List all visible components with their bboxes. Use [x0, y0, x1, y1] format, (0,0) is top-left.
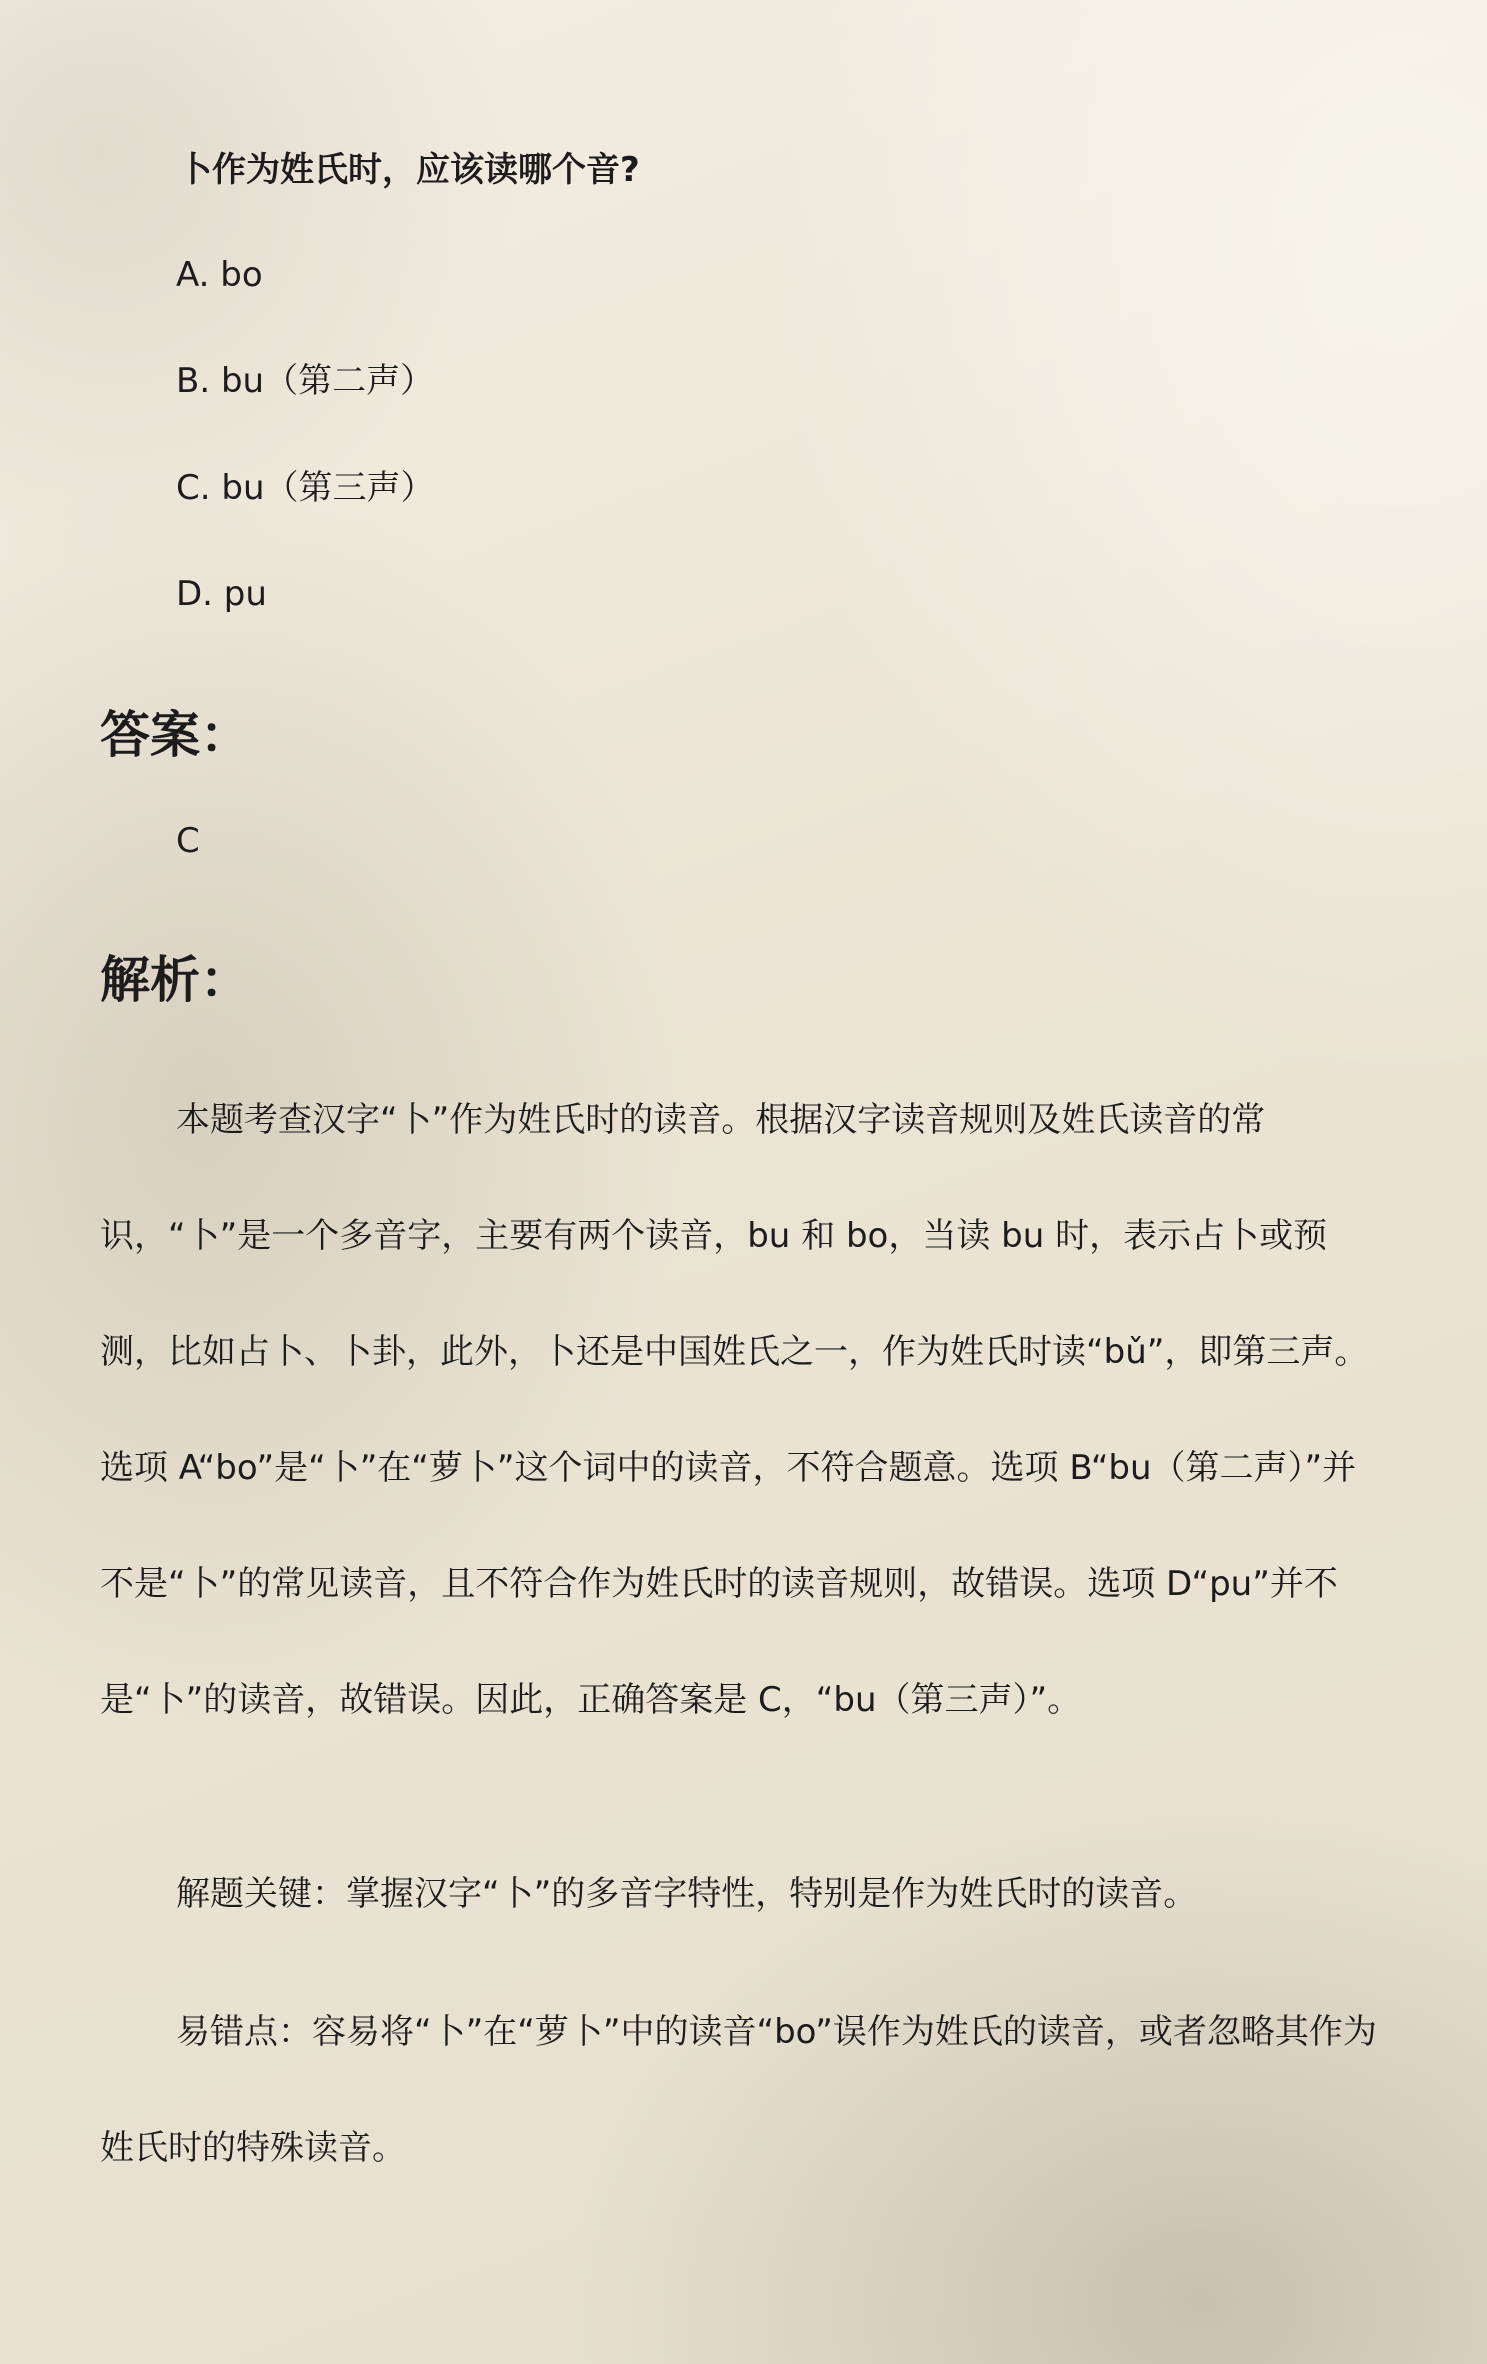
analysis-paragraph: 本题考查汉字“卜”作为姓氏时的读音。根据汉字读音规则及姓氏读音的常识，“卜”是一个多音字，主要有两个读音，bu 和 bo，当读 bu 时，表示占卜或预测，比如占卜、卜卦，此外，卜还是中国姓氏之一，作为姓氏时读“bǔ”，即第三声。选项 A“bo”是“卜”在“萝卜”这个词中的读音，不符合题意。选项 B“bu（第二声）”并不是“卜”的常见读音，且不符合作为姓氏时的读音规则，故错误。选项 D“pu”并不是“卜”的读音，故错误。因此，正确答案是 C，“bu（第三声）”。 [100, 1100, 1369, 1720]
pitfall-paragraph: 易错点：容易将“卜”在“萝卜”中的读音“bo”误作为姓氏的读音，或者忽略其作为姓氏时的特殊读音。 [100, 2012, 1377, 2168]
option-a: A. bo [176, 255, 263, 295]
answer-value: C [176, 821, 200, 861]
option-d: D. pu [176, 574, 267, 614]
key-point-paragraph: 解题关键：掌握汉字“卜”的多音字特性，特别是作为姓氏时的读音。 [176, 1874, 1198, 1914]
answer-heading: 答案： [100, 706, 250, 764]
question-text: 卜作为姓氏时，应该读哪个音? [178, 150, 640, 190]
option-b: B. bu（第二声） [176, 361, 435, 401]
option-c: C. bu（第三声） [176, 468, 435, 508]
analysis-heading: 解析： [100, 951, 250, 1009]
